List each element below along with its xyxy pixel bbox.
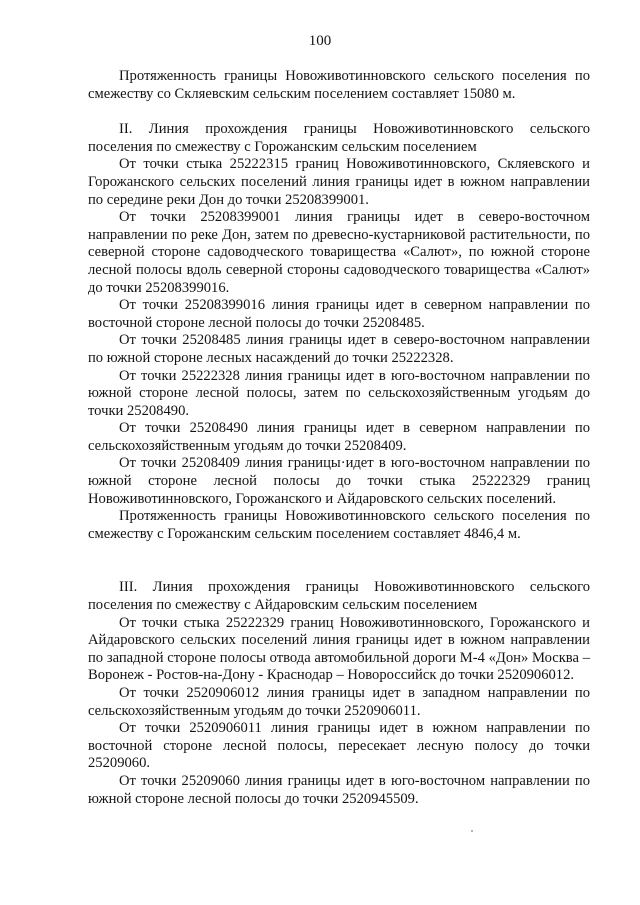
paragraph: От точки 2520906011 линия границы идет в южном направлении по восточной стороне лесной полосы, пересекает лесную полосу до точки 25209060. — [88, 720, 590, 772]
document-body — [88, 68, 590, 808]
paragraph-summary-1: Протяженность границы Новоживотинновского сельского поселения по смежеству со Скляевским сельским поселением составляет 15080 м. — [88, 68, 590, 102]
scan-speck — [471, 830, 473, 832]
paragraph: От точки 25208409 линия границы·идет в юго-восточном направлении по южной стороне лесной полосы до точки стыка 25222329 границ Новоживотинновского, Горожанского и Айдаровского сельских поселений. — [88, 455, 590, 507]
section-heading-2: II. Линия прохождения границы Новоживотинновского сельского поселения по смежеству с Горожанским сельским поселением — [88, 121, 590, 155]
paragraph: От точки 2520906012 линия границы идет в западном направлении по сельскохозяйственным угодьям до точки 2520906011. — [88, 685, 590, 719]
paragraph: От точки 25208490 линия границы идет в северном направлении по сельскохозяйственным угодьям до точки 25208409. — [88, 420, 590, 454]
page-number: 100 — [308, 33, 332, 49]
paragraph: От точки стыка 25222315 границ Новоживотинновского, Скляевского и Горожанского сельских поселений линия границы идет в южном направлении по середине реки Дон до точки 25208399001. — [88, 156, 590, 208]
paragraph-summary-2: Протяженность границы Новоживотинновского сельского поселения по смежеству с Горожанским сельским поселением составляет 4846,4 м. — [88, 508, 590, 542]
paragraph: От точки 25209060 линия границы идет в юго-восточном направлении по южной стороне лесной полосы до точки 2520945509. — [88, 772, 590, 807]
paragraph: От точки 25208399001 линия границы идет в северо-восточном направлении по реке Дон, затем по древесно-кустарниковой растительности, по северной стороне садоводческого товарищества «Салют», по южной стороне лесной полосы вдоль северной стороны садоводческого товарищества «Салют» до точки 25208399016. — [88, 209, 590, 296]
paragraph: От точки стыка 25222329 границ Новоживотинновского, Горожанского и Айдаровского сельских поселений линия границы идет в южном направлении по западной стороне полосы отвода автомобильной дороги М-4 «Дон» Москва – Воронеж - Ростов-на-Дону - Краснодар – Новороссийск до точки 2520906012. — [88, 614, 590, 684]
paragraph: От точки 25208399016 линия границы идет в северном направлении по восточной стороне лесной полосы до точки 25208485. — [88, 297, 590, 331]
section-gap — [88, 561, 590, 579]
section-heading-3: III. Линия прохождения границы Новоживотинновского сельского поселения по смежеству с Айдаровским сельским поселением — [88, 579, 590, 614]
paragraph: От точки 25222328 линия границы идет в юго-восточном направлении по южной стороне лесной полосы, затем по сельскохозяйственным угодьям до точки 25208490. — [88, 367, 590, 419]
section-gap — [88, 543, 590, 561]
paragraph: От точки 25208485 линия границы идет в северо-восточном направлении по южной стороне лесных насаждений до точки 25222328. — [88, 332, 590, 366]
